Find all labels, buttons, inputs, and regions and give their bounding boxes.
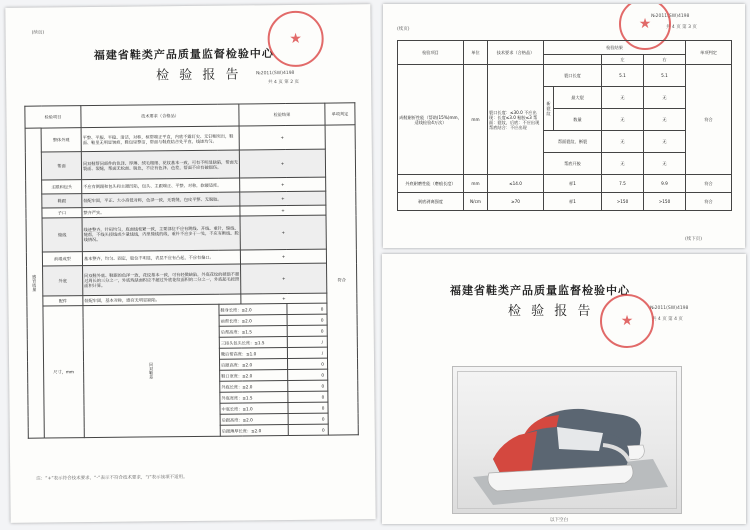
row-result: + bbox=[240, 191, 326, 206]
size-label: 尺寸，mm bbox=[43, 306, 84, 438]
row-item: 前端成型 bbox=[42, 252, 82, 266]
header-item: 检验项目 bbox=[25, 106, 81, 129]
header-result: 检验结果 bbox=[544, 41, 686, 55]
group-row-item: 最大裂 bbox=[554, 87, 602, 109]
group-row-item: 数量 bbox=[554, 109, 602, 131]
row-item: 主跟和包头 bbox=[42, 180, 82, 194]
group-row-left: 无 bbox=[602, 87, 644, 109]
product-photo bbox=[452, 366, 682, 514]
row-requirement: 整齐严实。 bbox=[82, 206, 240, 218]
row-result: + bbox=[240, 205, 326, 216]
group-row-item: 帮底开胶 bbox=[544, 153, 602, 175]
size-row-result: / bbox=[287, 336, 357, 348]
row-result: + bbox=[240, 177, 326, 192]
footnote: 注：“+”表示符合技术要求，“-”表示不符合技术要求，“/”表示该项不适用。 bbox=[36, 475, 188, 482]
row-verdict: 符合 bbox=[686, 175, 732, 193]
row-requirement: 线迹整齐，针码均匀，底面线松紧一致，主要部位不应有跳线、开线、重针，缝线、缝帮，不线头接线或少量线线，内里缝线的线，重针不应多于一处，不应有断线、脱线情况。 bbox=[82, 216, 240, 252]
stamp-star-icon: ★ bbox=[620, 313, 634, 329]
row-sample: 样1 bbox=[544, 175, 602, 193]
sneaker-illustration bbox=[453, 367, 681, 513]
size-row-item: 鞋口宽度：≤2.0 bbox=[220, 369, 288, 381]
size-row-result: 0 bbox=[288, 402, 358, 414]
official-stamp bbox=[267, 11, 324, 68]
row-left: 7.5 bbox=[602, 175, 644, 193]
size-row-item: 中底长度：≤1.0 bbox=[220, 402, 288, 414]
row-item: 缝线 bbox=[42, 218, 82, 252]
group-row-left: 无 bbox=[602, 131, 644, 153]
page-number: 共 4 页 第 4 页 bbox=[652, 317, 683, 322]
row-requirement: 装配牢固，基本对称，感官无明显缺陷。 bbox=[83, 294, 241, 306]
stamp-star-icon: ★ bbox=[289, 30, 303, 47]
group-requirement: 裂口长度：≤30.0 不应出现：长度≤3.0 粘胶≤3 帮面：裂纹，后底：不应出现 帮底结合：不应出现 bbox=[488, 65, 544, 175]
size-row-item: 靴后帮高度：≤1.0 bbox=[219, 347, 287, 359]
inspection-table-page2 bbox=[24, 102, 359, 438]
group-row-right: 无 bbox=[644, 153, 686, 175]
size-row-item: 后跟薄厚长度：≤2.0 bbox=[220, 424, 288, 436]
size-row-result: 0 bbox=[288, 424, 358, 436]
report-page-4 bbox=[382, 254, 746, 524]
row-requirement: 基本整齐，均匀、固定，胶位不明显，表层不应有凸起，不应有偏口。 bbox=[82, 250, 240, 266]
header-verdict: 单项判定 bbox=[325, 103, 355, 125]
group-unit: mm bbox=[464, 65, 488, 175]
group-row-item: 帮面裂纹、断裂 bbox=[544, 131, 602, 153]
official-stamp bbox=[600, 294, 654, 348]
report-number: №2011(SW)4198 bbox=[651, 14, 690, 19]
size-row-item: 后帮高度：≤1.5 bbox=[219, 325, 287, 337]
group-row-item: 裂口长度 bbox=[544, 65, 602, 87]
group-row-right: 5.1 bbox=[644, 65, 686, 87]
size-row-result: 0 bbox=[288, 369, 358, 381]
form-no: (续页) bbox=[397, 27, 410, 32]
size-row-result: 0 bbox=[287, 314, 357, 326]
page-number: 共 4 页 第 2 页 bbox=[268, 79, 300, 86]
category-cell: 感官质量 bbox=[25, 128, 44, 438]
footnote: (续下页) bbox=[685, 237, 703, 242]
inspection-table-page3 bbox=[397, 40, 732, 211]
size-row-result: 0 bbox=[288, 413, 358, 425]
header-left: 左 bbox=[602, 55, 644, 65]
row-item: 剥底剥离强度 bbox=[398, 193, 464, 211]
row-result: + bbox=[240, 249, 326, 264]
row-item: 子口 bbox=[42, 208, 82, 218]
row-sample: 样1 bbox=[544, 193, 602, 211]
pair-diff-label: 同双鞋差 bbox=[83, 304, 220, 437]
org-name: 福建省鞋类产品质量监督检验中心 bbox=[450, 284, 630, 297]
group-verdict: 符合 bbox=[686, 65, 732, 175]
row-result: + bbox=[241, 263, 327, 294]
row-item: 整体外观 bbox=[41, 128, 81, 152]
size-row-item: 前帮长度：≤2.0 bbox=[219, 314, 287, 326]
size-row-result: 0 bbox=[288, 391, 358, 403]
header-right: 右 bbox=[644, 55, 686, 65]
header-unit: 单位 bbox=[464, 41, 488, 65]
row-item: 外底 bbox=[43, 266, 83, 296]
row-result: + bbox=[240, 215, 326, 250]
row-item: 配件 bbox=[43, 296, 83, 306]
row-item: 外底耐磨性能（磨痕长度） bbox=[398, 175, 464, 193]
form-no: (续页) bbox=[31, 30, 45, 36]
row-result: + bbox=[239, 149, 325, 178]
row-requirement: 平整、平服、平稳、清洁，对称，楦帮端正平直，内底不露钉尖、无钉帽突出，鞋面、鞋里无明显皱痕，鞋包里整洁，帮面与鞋底结合处平直，线迹均匀。 bbox=[81, 126, 239, 152]
header-spacer bbox=[544, 55, 602, 65]
row-requirement: ≤14.0 bbox=[488, 175, 544, 193]
group-row-right: 无 bbox=[644, 109, 686, 131]
size-row-item: 外底长度：≤2.0 bbox=[220, 380, 288, 392]
group-item: 成鞋耐折性能（帮助(15%)mm，适线检验4万次） bbox=[398, 65, 464, 175]
group-row-right: 无 bbox=[644, 131, 686, 153]
row-item: 鞋跟 bbox=[42, 194, 82, 208]
stamp-star-icon: ★ bbox=[638, 16, 652, 32]
group-row-right: 无 bbox=[644, 87, 686, 109]
org-name: 福建省鞋类产品质量监督检验中心 bbox=[93, 47, 274, 63]
row-left: >150 bbox=[602, 193, 644, 211]
header-result: 检验结果 bbox=[239, 103, 325, 126]
row-unit: mm bbox=[464, 175, 488, 193]
report-page-3 bbox=[383, 4, 745, 248]
header-item: 检验项目 bbox=[398, 41, 464, 65]
size-row-result: 0 bbox=[288, 358, 358, 370]
row-right: >150 bbox=[644, 193, 686, 211]
verdict-cell: 符合 bbox=[325, 125, 358, 435]
page-number: 共 4 页 第 3 页 bbox=[666, 25, 697, 30]
row-item: 帮面 bbox=[41, 152, 81, 180]
group-row-left: 无 bbox=[602, 109, 644, 131]
report-page-2 bbox=[5, 4, 375, 523]
row-verdict: 符合 bbox=[686, 193, 732, 211]
group-row-left: 5.1 bbox=[602, 65, 644, 87]
size-row-result: 0 bbox=[287, 325, 357, 337]
size-row-item: 三接头包头长度：≤1.5 bbox=[219, 336, 287, 348]
row-unit: N/cm bbox=[464, 193, 488, 211]
header-req: 技术要求（合格品） bbox=[488, 41, 544, 65]
group-row-left: 无 bbox=[602, 153, 644, 175]
report-title: 检 验 报 告 bbox=[155, 67, 242, 84]
footnote: 以下空白 bbox=[550, 518, 568, 523]
row-requirement: 同双鞋外底、鞋跟的色泽一致，花纹基本一致，可有轻微缺陷，外底花纹的破损不超过周长的三分之一，外底残缺面积应不超过外底花纹面积的二分之一，外底起毛按照面积计算。 bbox=[83, 264, 241, 296]
size-row-item: 外底宽度：≤1.5 bbox=[220, 391, 288, 403]
row-requirement: 同双鞋帮同部件的色泽、厚薄、绒毛粗细、花纹基本一致，可有不明显缺陷，帮面无裂面、裂缝，帮面无松面、脱色，不应有色泽、色差，帮面不应有破损伤。 bbox=[81, 150, 239, 180]
size-row-item: 鞋身长度：≤2.0 bbox=[219, 303, 287, 315]
size-row-result: / bbox=[287, 347, 357, 359]
row-result: + bbox=[241, 293, 327, 304]
row-result: + bbox=[239, 125, 325, 150]
header-verdict: 单项判定 bbox=[686, 41, 732, 65]
report-number: №2011(SW)4198 bbox=[650, 306, 689, 311]
row-right: 9.9 bbox=[644, 175, 686, 193]
sneaker-front bbox=[488, 427, 633, 491]
size-row-result: 0 bbox=[287, 303, 357, 315]
size-row-item: 后跟高度：≤2.0 bbox=[220, 413, 288, 425]
size-row-result: 0 bbox=[288, 380, 358, 392]
row-requirement: 装配牢固，平正、大小高低对称，色泽一致，无裂缝，包皮平整、无脱胶。 bbox=[82, 192, 240, 208]
row-requirement: 不应有倒跟和包头和主跟凹陷，包头、主跟端正、平整、对称，软硬适度。 bbox=[82, 178, 240, 194]
report-title: 检 验 报 告 bbox=[508, 304, 594, 319]
header-req: 技术要求（合格品） bbox=[81, 104, 239, 128]
size-row-item: 后跟高度：≤2.0 bbox=[220, 358, 288, 370]
group-row-sub: 新裂纹 bbox=[544, 87, 554, 131]
report-number: №2011(SW)4198 bbox=[255, 70, 295, 77]
row-requirement: ≥70 bbox=[488, 193, 544, 211]
